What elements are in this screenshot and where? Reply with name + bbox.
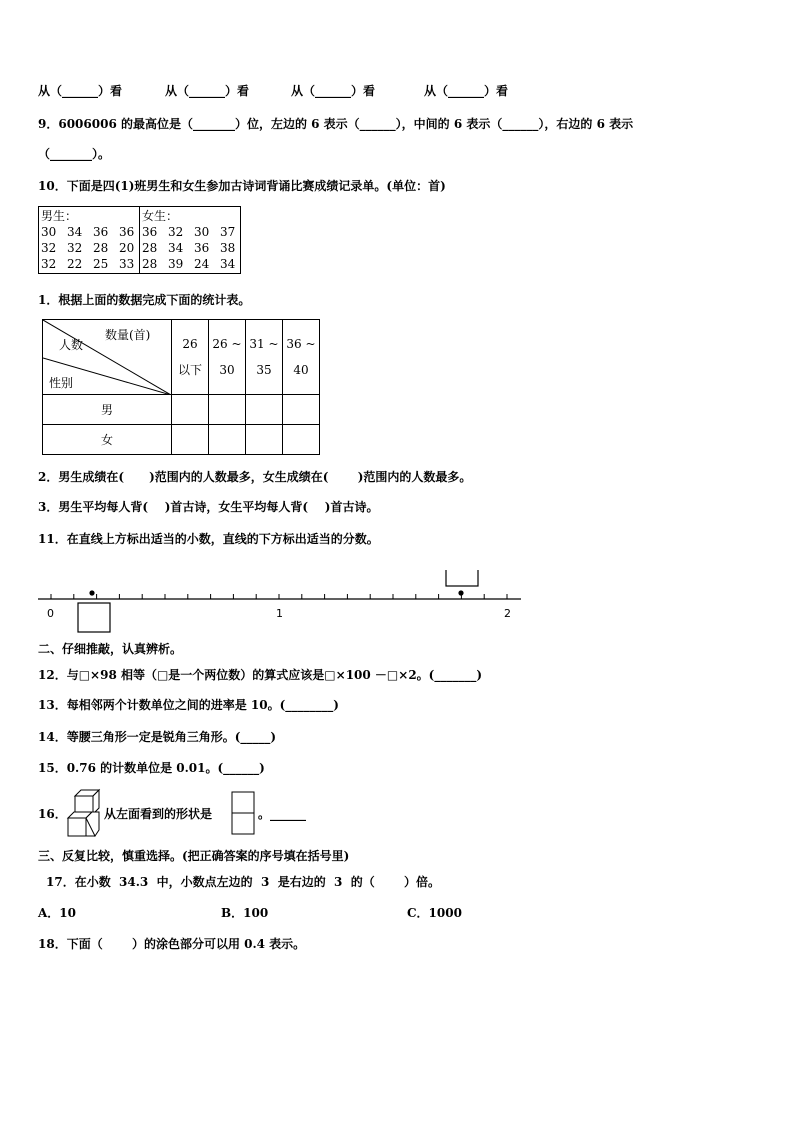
q16-number: 16． bbox=[38, 807, 67, 821]
stat-col-header: 36 ~ 40 bbox=[283, 320, 320, 395]
stat-input-cell[interactable] bbox=[209, 425, 246, 455]
option-a[interactable]: A．10 bbox=[38, 906, 77, 920]
q14: 14．等腰三角形一定是锐角三角形。(_____) bbox=[38, 730, 277, 744]
stat-col-header: 26 以下 bbox=[172, 320, 209, 395]
boys-label: 男生： bbox=[41, 209, 78, 223]
boys-row: 30 34 36 36 bbox=[41, 225, 135, 239]
score-record-table bbox=[38, 206, 241, 274]
boys-row: 32 22 25 33 bbox=[41, 257, 135, 271]
number-line-ticks bbox=[51, 594, 507, 599]
stat-corner-cell bbox=[43, 320, 172, 395]
girls-row: 36 32 30 37 bbox=[142, 225, 236, 239]
stacked-cubes-figure bbox=[66, 788, 102, 840]
boys-block bbox=[39, 207, 140, 274]
girls-block bbox=[140, 207, 241, 274]
girls-row: 28 39 24 34 bbox=[142, 257, 236, 271]
stat-table bbox=[42, 319, 320, 455]
answer-box-lower bbox=[78, 603, 110, 632]
number-line-label-2: 2 bbox=[504, 607, 511, 620]
option-b[interactable]: B．100 bbox=[221, 906, 269, 920]
stat-col-header: 26 ~ 30 bbox=[209, 320, 246, 395]
girls-row: 28 34 36 38 bbox=[142, 241, 236, 255]
q10-sub3: 3．男生平均每人背( )首古诗，女生平均每人背( )首古诗。 bbox=[38, 500, 379, 514]
q10-sub2: 2．男生成绩在( )范围内的人数最多，女生成绩在( )范围内的人数最多。 bbox=[38, 470, 472, 484]
stat-input-cell[interactable] bbox=[246, 425, 283, 455]
boys-row: 32 32 28 20 bbox=[41, 241, 135, 255]
stat-input-cell[interactable] bbox=[209, 395, 246, 425]
answer-box-upper bbox=[446, 570, 478, 586]
left-view-shape bbox=[231, 791, 257, 837]
q9-line2: （_______）。 bbox=[38, 147, 111, 161]
view-blank-3: 从（______）看 bbox=[291, 84, 376, 98]
q9-line1: 9．6006006 的最高位是（_______）位，左边的 6 表示（______），中间的 6 表示（______），右边的 6 表示 bbox=[38, 117, 634, 131]
number-line-point-2 bbox=[458, 590, 463, 595]
view-blank-2: 从（______）看 bbox=[165, 84, 250, 98]
stat-input-cell[interactable] bbox=[283, 425, 320, 455]
q17: 17．在小数 34.3 中，小数点左边的 3 是右边的 3 的（ ）倍。 bbox=[46, 875, 441, 889]
number-line-label-1: 1 bbox=[276, 607, 283, 620]
q16-answer-blank: 。______ bbox=[258, 807, 307, 821]
stat-input-cell[interactable] bbox=[172, 425, 209, 455]
corner-label-quantity: 数量(首) bbox=[105, 328, 151, 342]
corner-label-people: 人数 bbox=[59, 338, 84, 352]
q10-sub1: 1．根据上面的数据完成下面的统计表。 bbox=[38, 293, 251, 307]
number-line-label-0: 0 bbox=[47, 607, 54, 620]
section2-title: 二、仔细推敲，认真辨析。 bbox=[38, 642, 183, 656]
girls-label: 女生： bbox=[142, 209, 179, 223]
q11-text: 11．在直线上方标出适当的小数，直线的下方标出适当的分数。 bbox=[38, 532, 379, 546]
stat-input-cell[interactable] bbox=[172, 395, 209, 425]
q12: 12．与□×98 相等（□是一个两位数）的算式应该是□×100 －□×2。(_______) bbox=[38, 668, 483, 682]
stat-row-label-girls: 女 bbox=[43, 425, 172, 455]
q13: 13．每相邻两个计数单位之间的进率是 10。(________) bbox=[38, 698, 339, 712]
view-blank-1: 从（______）看 bbox=[38, 84, 123, 98]
stat-row-label-boys: 男 bbox=[43, 395, 172, 425]
corner-label-gender: 性别 bbox=[49, 376, 74, 390]
stat-col-header: 31 ~ 35 bbox=[246, 320, 283, 395]
q15: 15．0.76 的计数单位是 0.01。(______) bbox=[38, 761, 265, 775]
stat-input-cell[interactable] bbox=[283, 395, 320, 425]
number-line-svg bbox=[38, 570, 523, 640]
q10-title: 10．下面是四(1)班男生和女生参加古诗词背诵比赛成绩记录单。(单位：首) bbox=[38, 179, 446, 193]
section3-title: 三、反复比较，慎重选择。(把正确答案的序号填在括号里) bbox=[38, 849, 350, 863]
q18: 18．下面（ ）的涂色部分可以用 0.4 表示。 bbox=[38, 937, 306, 951]
number-line-point-1 bbox=[89, 590, 94, 595]
option-c[interactable]: C．1000 bbox=[407, 906, 462, 920]
view-blank-4: 从（______）看 bbox=[424, 84, 509, 98]
stat-input-cell[interactable] bbox=[246, 395, 283, 425]
number-line bbox=[38, 570, 523, 640]
q16-text: 从左面看到的形状是 bbox=[104, 807, 213, 821]
